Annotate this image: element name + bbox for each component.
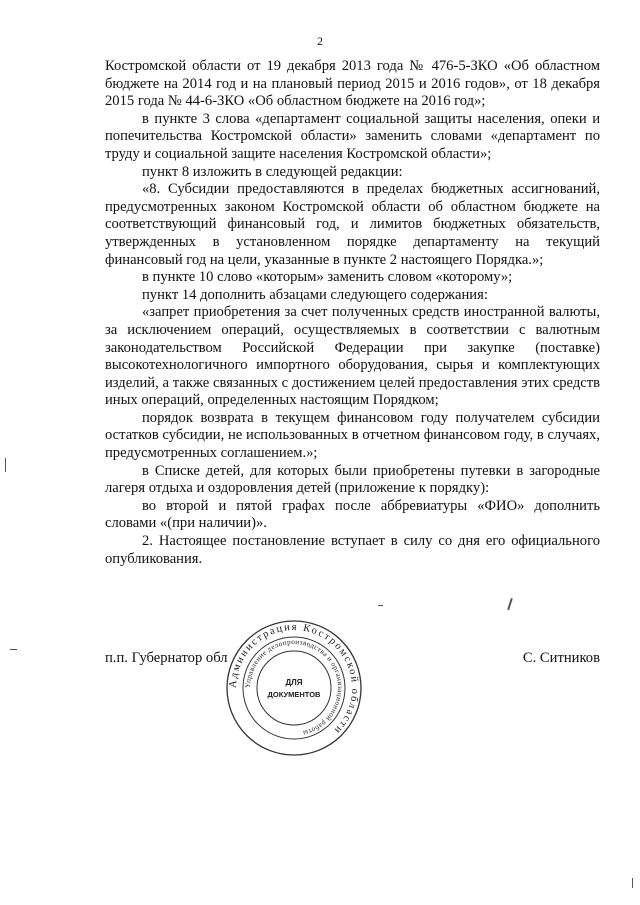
stamp-ring-text: Администрация Костромской области	[227, 621, 361, 737]
paragraph: «запрет приобретения за счет полученных средств иностранной валюты, за исключением операций, осуществляемых в соответствии с валютным законодательством Российской Федерации при закупке (поставке) высокотехнологичного импортного оборудования, сырья и комплектующих изделий, а также связанных с достижением целей предоставления этих средств иных операций, определенных настоящим Порядком;	[105, 304, 600, 409]
pen-mark	[507, 598, 512, 610]
paragraph: пункт 8 изложить в следующей редакции:	[142, 163, 403, 180]
paragraph: в Списке детей, для которых были приобретены путевки в загородные лагеря отдыха и оздоровления детей (приложение к порядку):	[105, 462, 600, 497]
paragraph: в пункте 3 слова «департамент социальной защиты населения, опеки и попечительства Костромской области» заменить словами «департамент по труду и социальной защите населения Костромской области»;	[105, 110, 600, 162]
paragraph: в пункте 10 слово «которым» заменить словом «которому»;	[142, 269, 513, 286]
scan-mark	[5, 458, 6, 472]
paragraph: порядок возврата в текущем финансовом году получателем субсидии остатков субсидии, не использованных в отчетном финансовом году, в случаях, предусмотренных соглашением.»;	[105, 409, 600, 462]
signatory-title: п.п. Губернатор обл	[105, 650, 228, 666]
document-body	[105, 58, 600, 568]
scan-mark	[10, 649, 17, 650]
paragraph: Костромской области от 19 декабря 2013 года № 476-5-ЗКО «Об областном бюджете на 2014 год и на плановый период 2015 и 2016 годов», от 18 декабря 2015 года № 44-6-ЗКО «Об областном бюджете на 2016 год»;	[105, 58, 600, 110]
paragraph: пункт 14 дополнить абзацами следующего содержания:	[142, 286, 488, 303]
paragraph: 2. Настоящее постановление вступает в силу со дня его официального опубликования.	[105, 533, 600, 567]
stamp-center-line2: ДОКУМЕНТОВ	[267, 690, 321, 699]
page-number: 2	[317, 34, 323, 48]
paragraph: «8. Субсидии предоставляются в пределах бюджетных ассигнований, предусмотренных законом Костромской области об областном бюджете на соответствующий финансовый год, и лимитов бюджетных обязательств, утвержденных в установленном порядке департаменту на текущий финансовый год на цели, указанные в пункте 2 настоящего Порядка.»;	[105, 181, 600, 268]
paragraph: во второй и пятой графах после аббревиатуры «ФИО» дополнить словами «(при наличии)».	[105, 497, 600, 532]
signatory-name: С. Ситников	[522, 650, 600, 666]
stamp-inner-text: Управление делопроизводства и организационной работы	[243, 637, 345, 738]
official-stamp	[224, 618, 364, 758]
scan-mark	[632, 878, 633, 888]
scan-mark	[378, 605, 383, 606]
stamp-center-line1: ДЛЯ	[285, 678, 303, 687]
